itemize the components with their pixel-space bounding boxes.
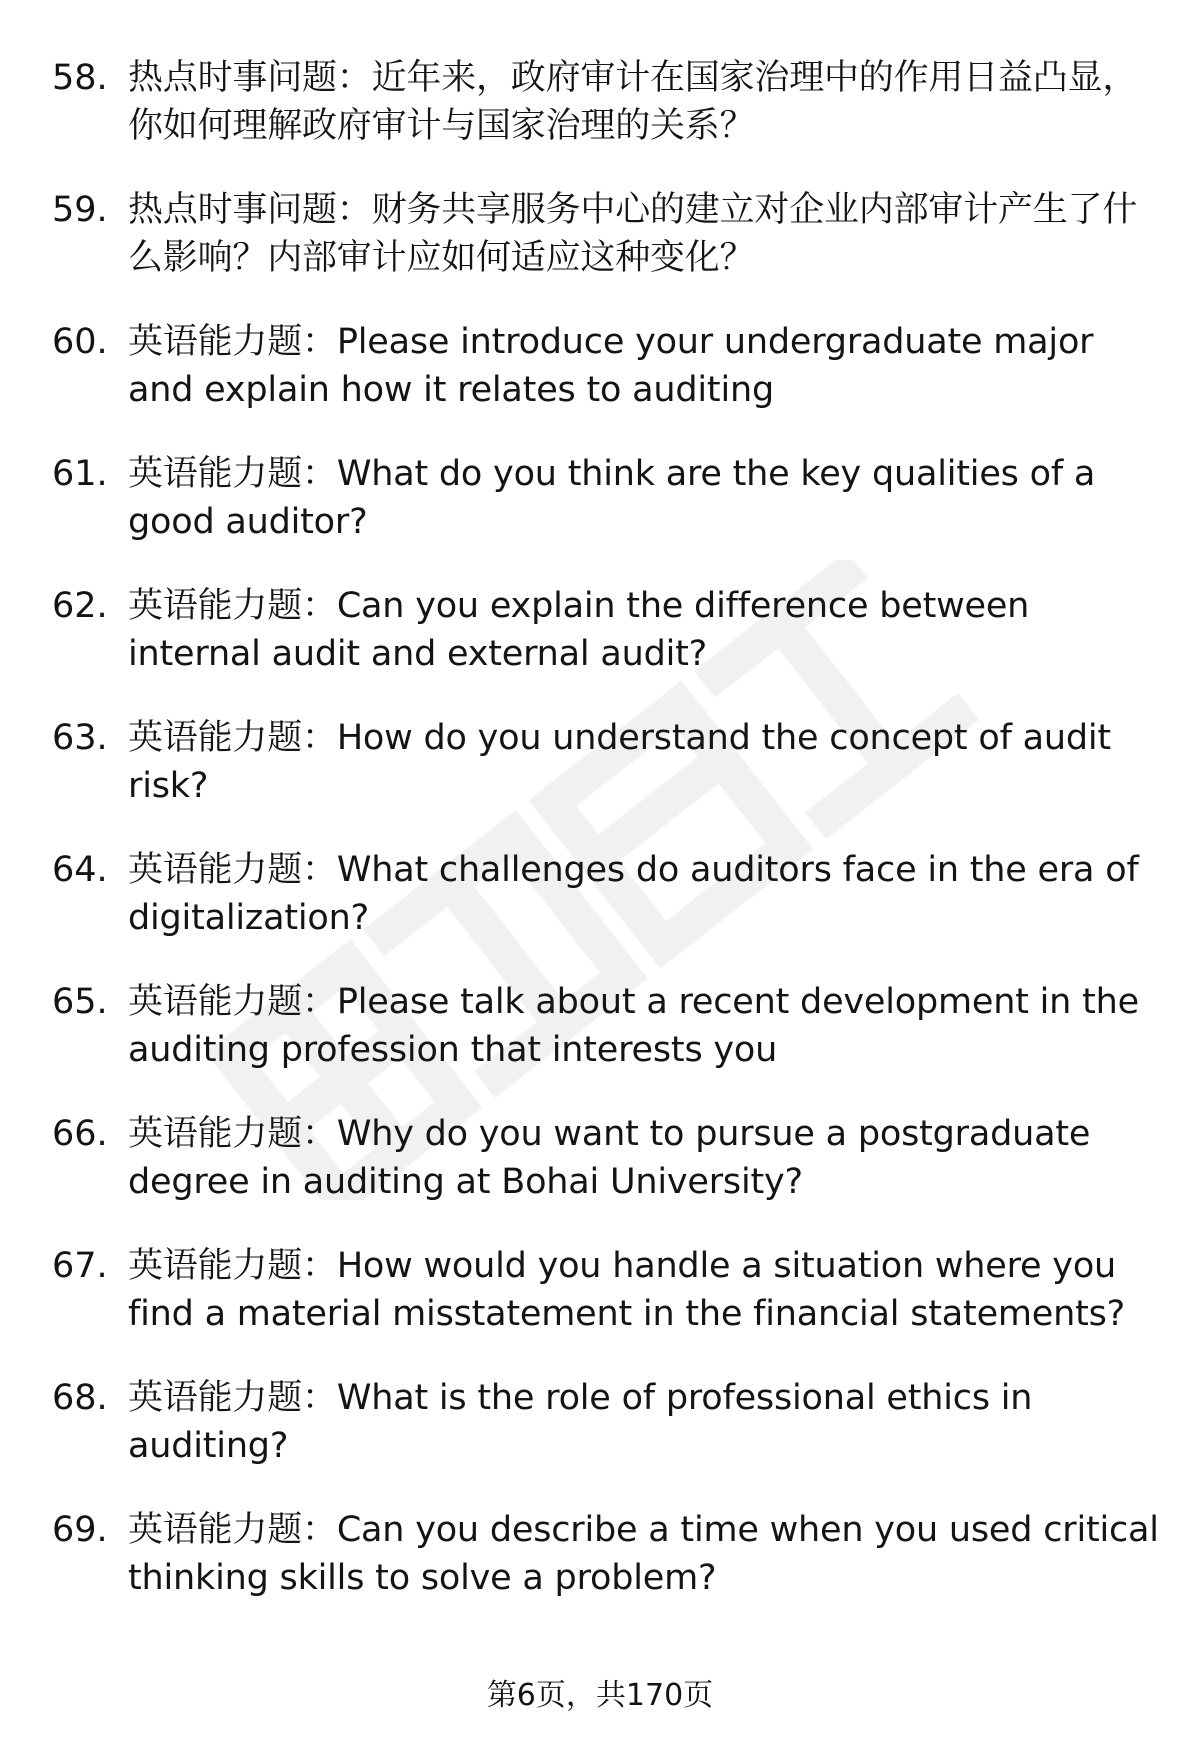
question-text: What do you think are the key qualities of a good auditor? [128,454,1096,542]
question-text: Please talk about a recent development in the auditing profession that interests you [128,982,1139,1070]
question-item [52,318,1162,450]
question-number: 68. [52,1378,108,1418]
question-number: 59. [52,190,108,230]
page-indicator: 第6页，共170页 [486,1678,714,1713]
question-number: 61. [52,454,108,494]
question-category: 英语能力题： [128,1378,337,1418]
question-item [52,714,1162,846]
question-category: 英语能力题： [128,1114,337,1154]
question-text: Can you describe a time when you used critical thinking skills to solve a problem? [128,1510,1159,1598]
question-body [128,582,1162,678]
question-body [128,1506,1162,1602]
question-item [52,450,1162,582]
question-number: 69. [52,1510,108,1550]
question-body [128,318,1162,414]
question-category: 英语能力题： [128,982,337,1022]
question-body [128,1374,1162,1470]
question-body [128,1242,1162,1338]
question-text: Why do you want to pursue a postgraduate degree in auditing at Bohai University? [128,1114,1091,1202]
question-number: 58. [52,58,108,98]
question-item [52,1242,1162,1374]
question-number: 67. [52,1246,108,1286]
question-item [52,1506,1162,1638]
question-item [52,1374,1162,1506]
question-number: 66. [52,1114,108,1154]
question-number: 65. [52,982,108,1022]
question-body [128,186,1162,282]
question-category: 英语能力题： [128,718,337,758]
question-body [128,450,1162,546]
question-body [128,54,1162,150]
question-text: 近年来，政府审计在国家治理中的作用日益凸显，你如何理解政府审计与国家治理的关系？ [128,58,1138,146]
question-item [52,846,1162,978]
question-text: 财务共享服务中心的建立对企业内部审计产生了什么影响？内部审计应如何适应这种变化？ [128,190,1138,278]
question-text: Please introduce your undergraduate major and explain how it relates to auditing [128,322,1094,410]
question-body [128,846,1162,942]
question-category: 热点时事问题： [128,58,372,98]
question-category: 英语能力题： [128,1246,337,1286]
question-number: 60. [52,322,108,362]
question-category: 英语能力题： [128,586,337,626]
question-number: 63. [52,718,108,758]
question-text: What challenges do auditors face in the era of digitalization? [128,850,1139,938]
question-category: 英语能力题： [128,850,337,890]
question-body [128,1110,1162,1206]
question-number: 64. [52,850,108,890]
question-body [128,978,1162,1074]
question-category: 英语能力题： [128,1510,337,1550]
question-body [128,714,1162,810]
question-item [52,582,1162,714]
question-item [52,1110,1162,1242]
question-text: How do you understand the concept of audit risk? [128,718,1111,806]
question-item [52,186,1162,318]
question-text: How would you handle a situation where you find a material misstatement in the financial statements? [128,1246,1126,1334]
question-text: Can you explain the difference between internal audit and external audit? [128,586,1030,674]
question-text: What is the role of professional ethics in auditing? [128,1378,1033,1466]
question-category: 热点时事问题： [128,190,372,230]
question-item [52,54,1162,186]
question-list [52,54,1162,1638]
question-category: 英语能力题： [128,454,337,494]
question-number: 62. [52,586,108,626]
question-item [52,978,1162,1110]
question-category: 英语能力题： [128,322,337,362]
